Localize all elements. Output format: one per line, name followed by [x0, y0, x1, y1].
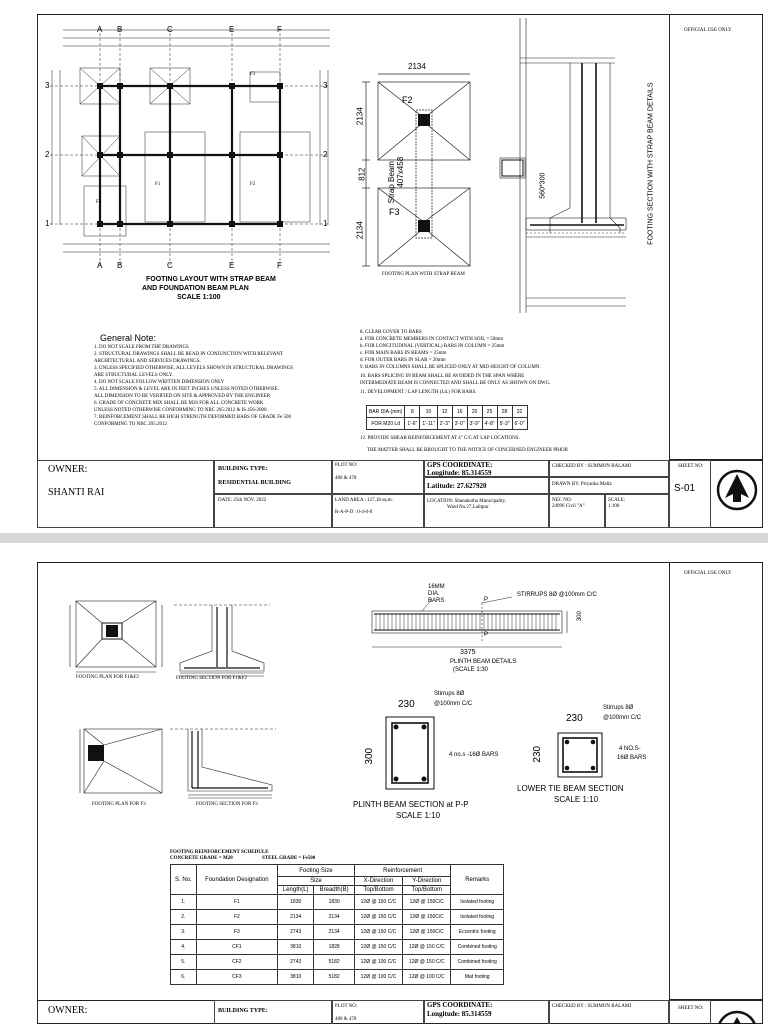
table-row: [171, 955, 504, 970]
table-cell: BAR DIA-(mm): [367, 406, 405, 418]
grid-bubble-2-right: 2: [323, 150, 328, 159]
table-cell: 4.: [171, 940, 197, 955]
grid-bubble-f-bottom: F: [277, 261, 282, 270]
note-line: b. FOR LONGITUDINAL (VERTICAL) BARS IN COLUMN = 25mm: [360, 344, 505, 349]
note-line: 3. UNLESS SPECIFIED OTHERWISE, ALL LEVELS SHOWN IN STRUCTURAL DRAWINGS: [94, 366, 294, 371]
footing-label-f3: F3: [250, 72, 256, 77]
checked-by: CHECKED BY : SUMMON BALAMI: [552, 464, 631, 469]
note-line: ARE STRUCTURAL LEVELS ONLY.: [94, 373, 173, 378]
north-arrow-icon: [715, 1011, 759, 1024]
strap-plan-f2-label: F2: [402, 95, 413, 105]
strap-beam-size: 407x458: [396, 156, 406, 188]
footing-section-title: FOOTING SECTION WITH STRAP BEAM DETAILS: [647, 82, 655, 245]
note-13: THE MATTER SHALL BE BROUGHT TO THE NOTICE OF CONCERNED ENGINEER PRIOR: [367, 448, 568, 453]
note-line: 10. BARS SPLICING IN BEAM SHALL BE AVOIDED IN THE SPAN WHERE: [360, 374, 525, 379]
scale-value: 1:100: [608, 504, 620, 509]
schedule-concrete-grade: CONCRETE GRADE = M20: [170, 856, 233, 861]
plinth-beam-scale: (SCALE 1:30: [453, 667, 489, 673]
column-header: Reinforcement: [354, 865, 451, 877]
footing-section-f3-drawing: [168, 725, 278, 801]
plinth-height: 300: [576, 611, 583, 622]
north-arrow-icon: [715, 468, 759, 512]
column-header: S. No.: [171, 865, 197, 895]
note-line: 9. BARS IN COLUMNS SHALL BE SPLICED ONLY AT MID HEIGHT OF COLUMN.: [360, 365, 541, 370]
table-cell: 12Ø @ 100 C/C: [403, 970, 451, 985]
grid-bubble-2-left: 2: [45, 150, 50, 159]
table-cell: FOR M20 Ld: [367, 418, 405, 430]
gps-label: GPS COORDINATE:: [427, 461, 493, 469]
grid-bubble-a-bottom: A: [97, 261, 103, 270]
strap-plan-h2: 812: [357, 167, 367, 181]
grid-bubble-c-bottom: C: [167, 261, 173, 270]
column-header: Breadth(B): [314, 886, 354, 895]
schedule-title: FOOTING REINFORCEMENT SCHEDULE: [170, 850, 269, 855]
tie-section-bars-2: 16Ø BARS: [617, 755, 647, 761]
footing-plan-f3-label: FOOTING PLAN FOR F3: [92, 802, 146, 807]
note-12: 12. PROVIDE SHEAR REINFORCEMENT AT 4" C/C AT LAP LOCATIONS.: [360, 436, 520, 441]
plinth-section-mark-bottom: P: [484, 632, 489, 638]
table-cell: 5.: [171, 955, 197, 970]
drawing-sheet-2: [0, 543, 768, 1024]
plot-no: 480 & 478: [335, 476, 357, 481]
column-header: Y-Direction: [403, 877, 451, 886]
owner-label: OWNER:: [48, 464, 88, 475]
grid-bubble-1-right: 1: [323, 219, 328, 228]
location: LOCATION: Shanakotha Municipality,: [427, 499, 506, 504]
table-cell: 3'-0": [452, 418, 467, 430]
table-row: [171, 865, 504, 877]
gps-label: GPS COORDINATE:: [427, 1001, 493, 1009]
footing-layout-plan: [40, 20, 340, 280]
grid-bubble-a-top: A: [97, 25, 103, 34]
grid-bubble-e-top: E: [229, 25, 235, 34]
building-type-label: BUILDING TYPE:: [218, 466, 268, 472]
table-row: [171, 970, 504, 985]
plinth-section-stirrups-2: @100mm C/C: [434, 701, 473, 707]
tie-section-height: 230: [532, 745, 544, 763]
plinth-section-mark-top: P: [484, 597, 489, 603]
note-line: ALL DIMENSION TO BE VERIFIED ON SITE & APPROVED BY THE ENGINEER: [94, 394, 271, 399]
column-header: Foundation Designation: [196, 865, 277, 895]
checked-by: CHECKED BY : SUMMON BALAMI: [552, 1004, 631, 1009]
drawn-by: DRAWN BY: Priyanka Malla: [552, 482, 612, 487]
table-cell: 3.: [171, 925, 197, 940]
strap-beam-footing-plan: [357, 70, 480, 280]
table-cell: 20: [467, 406, 482, 418]
table-cell: Mat footing: [451, 970, 504, 985]
official-use-panel: [669, 562, 763, 1000]
table-cell: F1: [196, 895, 277, 910]
grid-bubble-c-top: C: [167, 25, 173, 34]
table-cell: 2134: [277, 910, 313, 925]
table-cell: 12Ø @ 150 C/C: [354, 925, 402, 940]
table-cell: F3: [196, 925, 277, 940]
column-header: Remarks: [451, 865, 504, 895]
table-cell: 1'-11": [420, 418, 437, 430]
sheet-no-label: SHEET NO:: [678, 464, 704, 469]
grid-bubble-e-bottom: E: [229, 261, 235, 270]
grid-bubble-f-top: F: [277, 25, 282, 34]
column-header: Length(L): [277, 886, 313, 895]
plan-title-scale: SCALE 1:100: [177, 294, 221, 301]
table-cell: 28: [497, 406, 512, 418]
table-cell: 5182: [314, 955, 354, 970]
table-cell: 12Ø @ 100 C/C: [354, 970, 402, 985]
note-line: a. FOR CONCRETE MEMBERS IN CONTACT WITH SOIL = 50mm: [360, 337, 504, 342]
table-cell: 2134: [314, 910, 354, 925]
table-cell: 1830: [314, 895, 354, 910]
column-header: Size: [277, 877, 354, 886]
official-use-label: OFFICIAL USE ONLY: [684, 571, 732, 576]
general-notes-left: [94, 345, 293, 429]
tie-section-bars-1: 4 NO.S-: [619, 746, 641, 752]
table-cell: 10: [420, 406, 437, 418]
table-cell: Isolated footing: [451, 910, 504, 925]
plinth-bars-label-3: BARS: [428, 598, 445, 604]
footing-section-f1f2-drawing: [172, 601, 272, 679]
plot-label: PLOT NO:: [335, 1004, 358, 1009]
grid-bubble-1-left: 1: [45, 219, 50, 228]
table-cell: 2743: [277, 925, 313, 940]
note-line: 2. STRUCTURAL DRAWINGS SHALL BE READ IN CONJUNCTION WITH RELEVANT: [94, 352, 284, 357]
table-row: [367, 406, 528, 418]
table-cell: 5182: [314, 970, 354, 985]
note-line: 4. DO NOT SCALE FOLLOW WRITTEN DIMENSION ONLY: [94, 380, 225, 385]
note-line: INTERMEDIATE BEAM IS CONNECTED AND SHALL BE ONLY AS SHOWN ON DWG.: [360, 381, 551, 386]
footing-plan-f1f2-label: FOOTING PLAN FOR F1&F2: [76, 675, 139, 680]
development-length-table: [366, 405, 528, 430]
plinth-section-stirrups-1: Stirrups 8Ø: [434, 691, 465, 697]
table-cell: CF3: [196, 970, 277, 985]
note-line: 8. CLEAR COVER TO BARS: [360, 330, 422, 335]
note-line: 5. ALL DIMENSION & LEVEL ARE IN FEET INCHES UNLESS NOTED OTHERWISE.: [94, 387, 279, 392]
table-cell: 12Ø @ 150 C/C: [403, 940, 451, 955]
plot-no: 480 & 478: [335, 1017, 357, 1022]
official-use-panel: [669, 14, 763, 460]
table-cell: 1830: [277, 895, 313, 910]
general-note-title: General Note:: [100, 333, 157, 343]
table-cell: 4'-8": [482, 418, 497, 430]
sheet-no-label: SHEET NO:: [678, 1006, 704, 1011]
table-cell: 12Ø @ 150 C/C: [354, 940, 402, 955]
latitude: Latitude: 27.627920: [427, 482, 487, 490]
table-cell: 3810: [277, 970, 313, 985]
title-block-cell: [669, 1000, 711, 1024]
table-cell: Combined footing: [451, 940, 504, 955]
official-use-label: OFFICIAL USE ONLY: [684, 28, 732, 33]
footing-label-f2: F2: [250, 182, 256, 187]
note-line: d. FOR OUTER BARS IN SLAB = 20mm: [360, 358, 446, 363]
plinth-section-height: 300: [364, 747, 376, 765]
table-cell: 12Ø @ 150 C/C: [403, 955, 451, 970]
table-row: [171, 910, 504, 925]
table-cell: 32: [512, 406, 527, 418]
column-header: Top/Bottom: [403, 886, 451, 895]
strap-plan-width: 2134: [408, 62, 426, 71]
grid-bubble-3-left: 3: [45, 81, 50, 90]
footing-section-f3-label: FOOTING SECTION FOR F3: [196, 802, 258, 807]
plinth-beam-drawing: [362, 595, 572, 657]
table-cell: CF2: [196, 955, 277, 970]
table-cell: 3'-9": [467, 418, 482, 430]
table-cell: F2: [196, 910, 277, 925]
table-cell: 12Ø @ 150C/C: [403, 910, 451, 925]
footing-label-f4: F4: [96, 200, 102, 205]
scale-label: SCALE:: [608, 498, 626, 503]
owner-label: OWNER:: [48, 1005, 88, 1016]
footing-plan-f3-drawing: [78, 725, 168, 801]
plinth-bars-label-1: 16MM: [428, 584, 445, 590]
column-header: X-Direction: [354, 877, 402, 886]
note-line: 1. DO NOT SCALE FROM THE DRAWINGS: [94, 345, 189, 350]
column-header: Footing Size: [277, 865, 354, 877]
table-cell: 3810: [277, 940, 313, 955]
schedule-steel-grade: STEEL GRADE = Fe500: [262, 856, 316, 861]
grid-bubble-b-top: B: [117, 25, 123, 34]
plinth-beam-caption: PLINTH BEAM DETAILS: [450, 659, 517, 665]
plinth-span: 3375: [460, 649, 476, 656]
land-area: LAND AREA : 127.18 sq.m.: [335, 498, 393, 503]
table-cell: 5'-3": [497, 418, 512, 430]
table-cell: 2134: [314, 925, 354, 940]
table-cell: 16: [452, 406, 467, 418]
table-cell: Isolated footing: [451, 895, 504, 910]
plan-title-line2: AND FOUNDATION BEAM PLAN: [142, 285, 249, 292]
plinth-beam-section-drawing: [384, 715, 436, 791]
table-cell: 1.: [171, 895, 197, 910]
footing-label-f1: F1: [155, 182, 161, 187]
table-cell: 12Ø @ 150 C/C: [354, 910, 402, 925]
footing-plan-f1f2-drawing: [66, 595, 166, 675]
building-type-label: BUILDING TYPE:: [218, 1008, 268, 1014]
table-cell: 8: [405, 406, 420, 418]
table-row: [171, 940, 504, 955]
plinth-section-title: PLINTH BEAM SECTION at P-P: [353, 800, 469, 809]
plinth-section-scale: SCALE 1:10: [396, 811, 441, 820]
table-cell: 2743: [277, 955, 313, 970]
rapd: R-A-P-D : 0-4-0-0: [335, 510, 373, 515]
plan-title-line1: FOOTING LAYOUT WITH STRAP BEAM: [146, 276, 276, 283]
tie-section-scale: SCALE 1:10: [554, 795, 599, 804]
note-line: 7. REINFORCEMENT SHALL BE HIGH STRENGTH DEFORMED BARS OF GRADE Fe 500: [94, 415, 291, 420]
longitude: Longitude: 85.314559: [427, 1010, 492, 1018]
section-dim-label: 560*300: [539, 172, 547, 199]
tie-section-title: LOWER TIE BEAM SECTION: [517, 784, 624, 793]
footing-section-drawing: [490, 18, 640, 318]
strap-plan-h1: 2134: [355, 107, 365, 126]
general-notes-right: [360, 330, 551, 397]
strap-plan-h3: 2134: [355, 221, 365, 240]
table-cell: 12: [437, 406, 452, 418]
strap-beam-label: Strap Beam: [386, 161, 396, 204]
plinth-stirrups-label: STIRRUPS 8Ø @100mm C/C: [517, 592, 597, 598]
strap-plan-f3-label: F3: [389, 207, 400, 217]
tie-section-width: 230: [566, 713, 583, 724]
table-cell: 25: [482, 406, 497, 418]
strap-plan-caption: FOOTING PLAN WITH STRAP BEAM: [382, 272, 465, 277]
table-cell: 6.: [171, 970, 197, 985]
tie-section-stirrups-2: @100mm C/C: [603, 715, 642, 721]
date: DATE: 25th NOV. 2022: [218, 498, 267, 503]
plinth-section-width: 230: [398, 699, 415, 710]
nec-label: NEC NO:: [552, 498, 572, 503]
table-cell: 2.: [171, 910, 197, 925]
tie-section-stirrups-1: Stirrups 8Ø: [603, 705, 634, 711]
table-cell: CF1: [196, 940, 277, 955]
note-line: ARCHITECTURAL AND SERVICES DRAWINGS.: [94, 359, 201, 364]
sheet-no: S-01: [674, 483, 696, 494]
column-header: Top/Bottom: [354, 886, 402, 895]
plot-label: PLOT NO:: [335, 463, 358, 468]
note-line: 11. DEVELOPMENT / LAP LENGTH (Ld.) FOR BARS.: [360, 390, 477, 395]
footing-section-f1f2-label: FOOTING SECTION FOR F1&F2: [176, 676, 247, 681]
note-line: c. FOR MAIN BARS IN BEAMS = 25mm: [360, 351, 447, 356]
table-cell: 1'-6": [405, 418, 420, 430]
table-cell: 12Ø @ 150C/C: [403, 895, 451, 910]
table-cell: 12Ø @ 100 C/C: [354, 955, 402, 970]
note-line: UNLESS NOTED OTHERWISE CONFORMING TO NBC 205:2012 & IS 456-2000.: [94, 408, 268, 413]
table-cell: 6'-0": [512, 418, 527, 430]
grid-bubble-3-right: 3: [323, 81, 328, 90]
note-line: CONFORMING TO NBC 205:2012: [94, 422, 168, 427]
grid-bubble-b-bottom: B: [117, 261, 123, 270]
table-cell: Eccentric footing: [451, 925, 504, 940]
plinth-bars-label-2: DIA.: [428, 591, 440, 597]
table-cell: 12Ø @ 150 C/C: [354, 895, 402, 910]
table-cell: 12Ø @ 150C/C: [403, 925, 451, 940]
table-row: [367, 418, 528, 430]
footing-reinforcement-schedule: [170, 864, 504, 985]
location-ward: Ward No.27,Lalitpur: [447, 505, 489, 510]
table-cell: 1828: [314, 940, 354, 955]
table-cell: 2'-3": [437, 418, 452, 430]
nec-no: 24096 Civil "A": [552, 504, 585, 509]
building-type: RESIDENTIAL BUILDING: [218, 480, 291, 486]
table-cell: Combined footing: [451, 955, 504, 970]
longitude: Longitude: 85.314559: [427, 469, 492, 477]
owner-name: SHANTI RAI: [48, 487, 105, 498]
tie-beam-section-drawing: [556, 731, 604, 779]
table-row: [171, 925, 504, 940]
plinth-section-bars: 4 no.s -16Ø BARS: [449, 752, 499, 758]
table-row: [171, 895, 504, 910]
note-line: 6. GRADE OF CONCRETE MIX SHALL BE M20 FOR ALL CONCRETE WORK: [94, 401, 264, 406]
